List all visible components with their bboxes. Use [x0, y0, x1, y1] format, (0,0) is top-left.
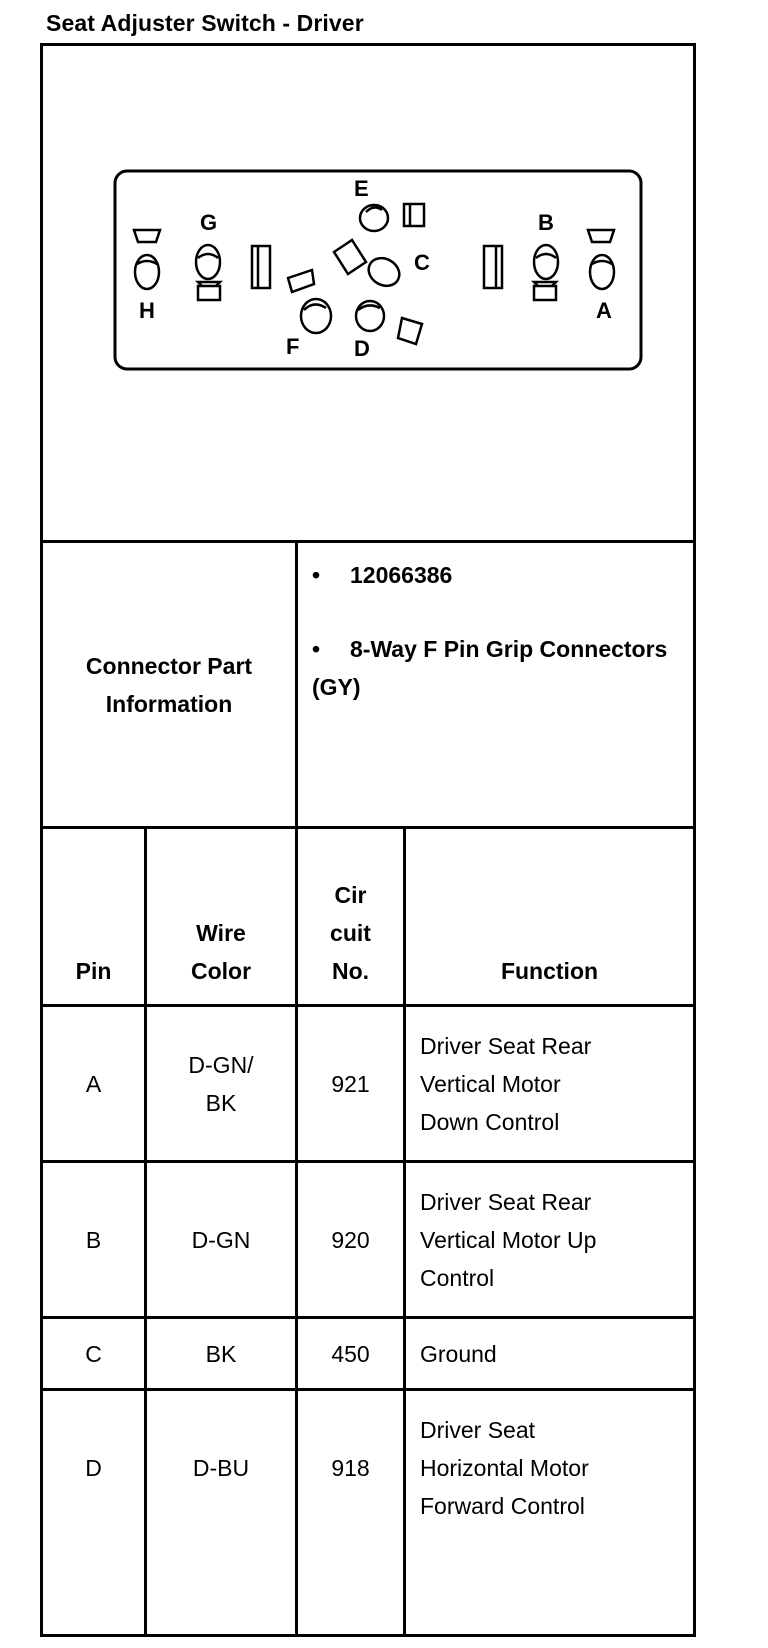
row-b-wire-color: D-GN — [191, 1226, 251, 1253]
pin-label-c: C — [414, 250, 430, 275]
page-title: Seat Adjuster Switch - Driver — [46, 10, 364, 36]
connector-info-item: • 8-Way F Pin Grip Connectors (GY) — [312, 636, 668, 700]
row-c-circuit: 450 — [331, 1340, 370, 1367]
row-c-pin: C — [85, 1340, 102, 1367]
pin-label-g: G — [200, 210, 218, 235]
connector-info-list — [312, 556, 682, 706]
header-function: Function — [500, 958, 599, 984]
row-d-pin: D — [85, 1454, 102, 1481]
connector-info-item: • 12066386 — [312, 562, 453, 588]
row-b-function: Driver Seat Rear Vertical Motor Up Control — [420, 1188, 597, 1291]
row-a-wire-color: D-GN/ BK — [188, 1051, 254, 1116]
pin-label-d: D — [354, 336, 370, 361]
pin-label-a: A — [596, 298, 612, 323]
row-d-wire-color: D-BU — [192, 1454, 250, 1481]
pin-label-e: E — [354, 176, 369, 201]
pin-label-b: B — [538, 210, 554, 235]
header-wire-color: Wire Color — [190, 920, 252, 984]
row-d-circuit: 918 — [331, 1454, 370, 1481]
connector-face-diagram — [112, 168, 644, 374]
row-a-function: Driver Seat Rear Vertical Motor Down Control — [420, 1032, 592, 1135]
row-d-function: Driver Seat Horizontal Motor Forward Control — [420, 1416, 589, 1519]
row-c-wire-color: BK — [205, 1340, 237, 1367]
pin-label-h: H — [139, 298, 155, 323]
connector-info-label: Connector Part Information — [85, 652, 253, 717]
header-circuit-no: Cir cuit No. — [330, 882, 371, 984]
row-c-function: Ground — [420, 1340, 497, 1367]
row-b-pin: B — [85, 1226, 102, 1253]
connector-outline — [115, 171, 641, 369]
header-pin: Pin — [75, 958, 112, 984]
row-a-circuit: 921 — [331, 1070, 370, 1097]
row-a-pin: A — [85, 1070, 102, 1097]
pin-label-f: F — [286, 334, 300, 359]
divider-info-column — [295, 540, 298, 829]
row-b-circuit: 920 — [331, 1226, 370, 1253]
